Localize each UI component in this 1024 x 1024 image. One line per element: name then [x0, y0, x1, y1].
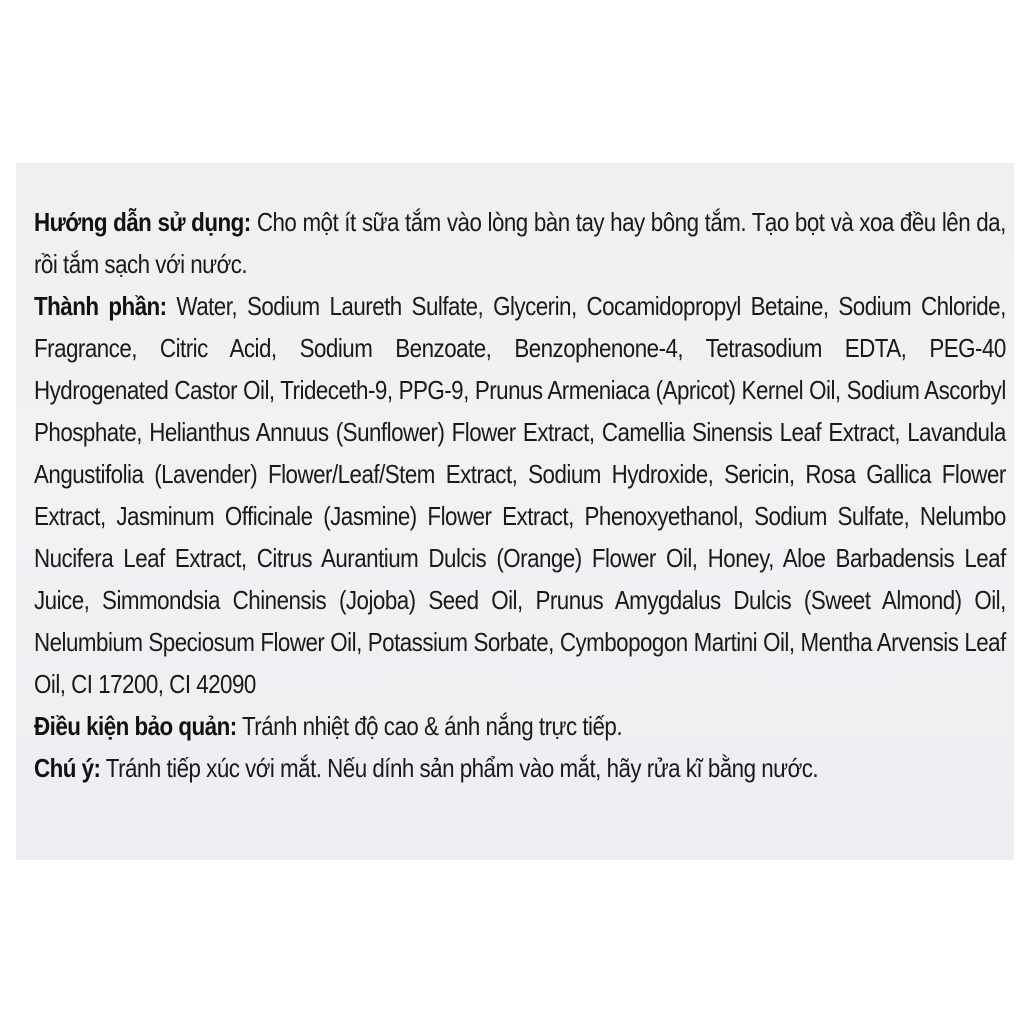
storage-text: Tránh nhiệt độ cao & ánh nắng trực tiếp. [236, 711, 623, 741]
caution-text: Tránh tiếp xúc với mắt. Nếu dính sản phẩm vào mắt, hãy rửa kĩ bằng nước. [100, 753, 819, 783]
storage-conditions [34, 705, 1006, 747]
product-label [16, 163, 1014, 860]
caution-heading: Chú ý: [34, 753, 101, 783]
ingredients-text: Water, Sodium Laureth Sulfate, Glycerin, Cocamidopropyl Betaine, Sodium Chloride, Fragrance, Citric Acid, Sodium Benzoate, Benzophenone-4, Tetrasodium EDTA, PEG-40 Hydrogenated Castor Oil, Trideceth-9, PPG-9, Prunus Armeniaca (Apricot) Kernel Oil, Sodium Ascorbyl Phosphate, Helianthus Annuus (Sunflower) Flower Extract, Camellia Sinensis Leaf Extract, Lavandula Angustifolia (Lavender) Flower/Leaf/Stem Extract, Sodium Hydroxide, Sericin, Rosa Gallica Flower Extract, Jasminum Officinale (Jasmine) Flower Extract, Phenoxyethanol, Sodium Sulfate, Nelumbo Nucifera Leaf Extract, Citrus Aurantium Dulcis (Orange) Flower Oil, Honey, Aloe Barbadensis Leaf Juice, Simmondsia Chinensis (Jojoba) Seed Oil, Prunus Amygdalus Dulcis (Sweet Almond) Oil, Nelumbium Speciosum Flower Oil, Potassium Sorbate, Cymbopogon Martini Oil, Mentha Arvensis Leaf Oil, CI 17200, CI 42090 [34, 291, 1006, 699]
storage-heading: Điều kiện bảo quản: [34, 711, 237, 741]
ingredients-heading: Thành phần: [34, 291, 167, 321]
caution-note [34, 747, 1006, 789]
usage-text: Cho một ít sữa tắm vào lòng bàn tay hay bông tắm. Tạo bọt và xoa đều lên da, rồi tắm sạch với nước. [34, 207, 1006, 279]
usage-instructions [34, 201, 1006, 285]
ingredients-list [34, 285, 1006, 705]
usage-heading: Hướng dẫn sử dụng: [34, 207, 251, 237]
